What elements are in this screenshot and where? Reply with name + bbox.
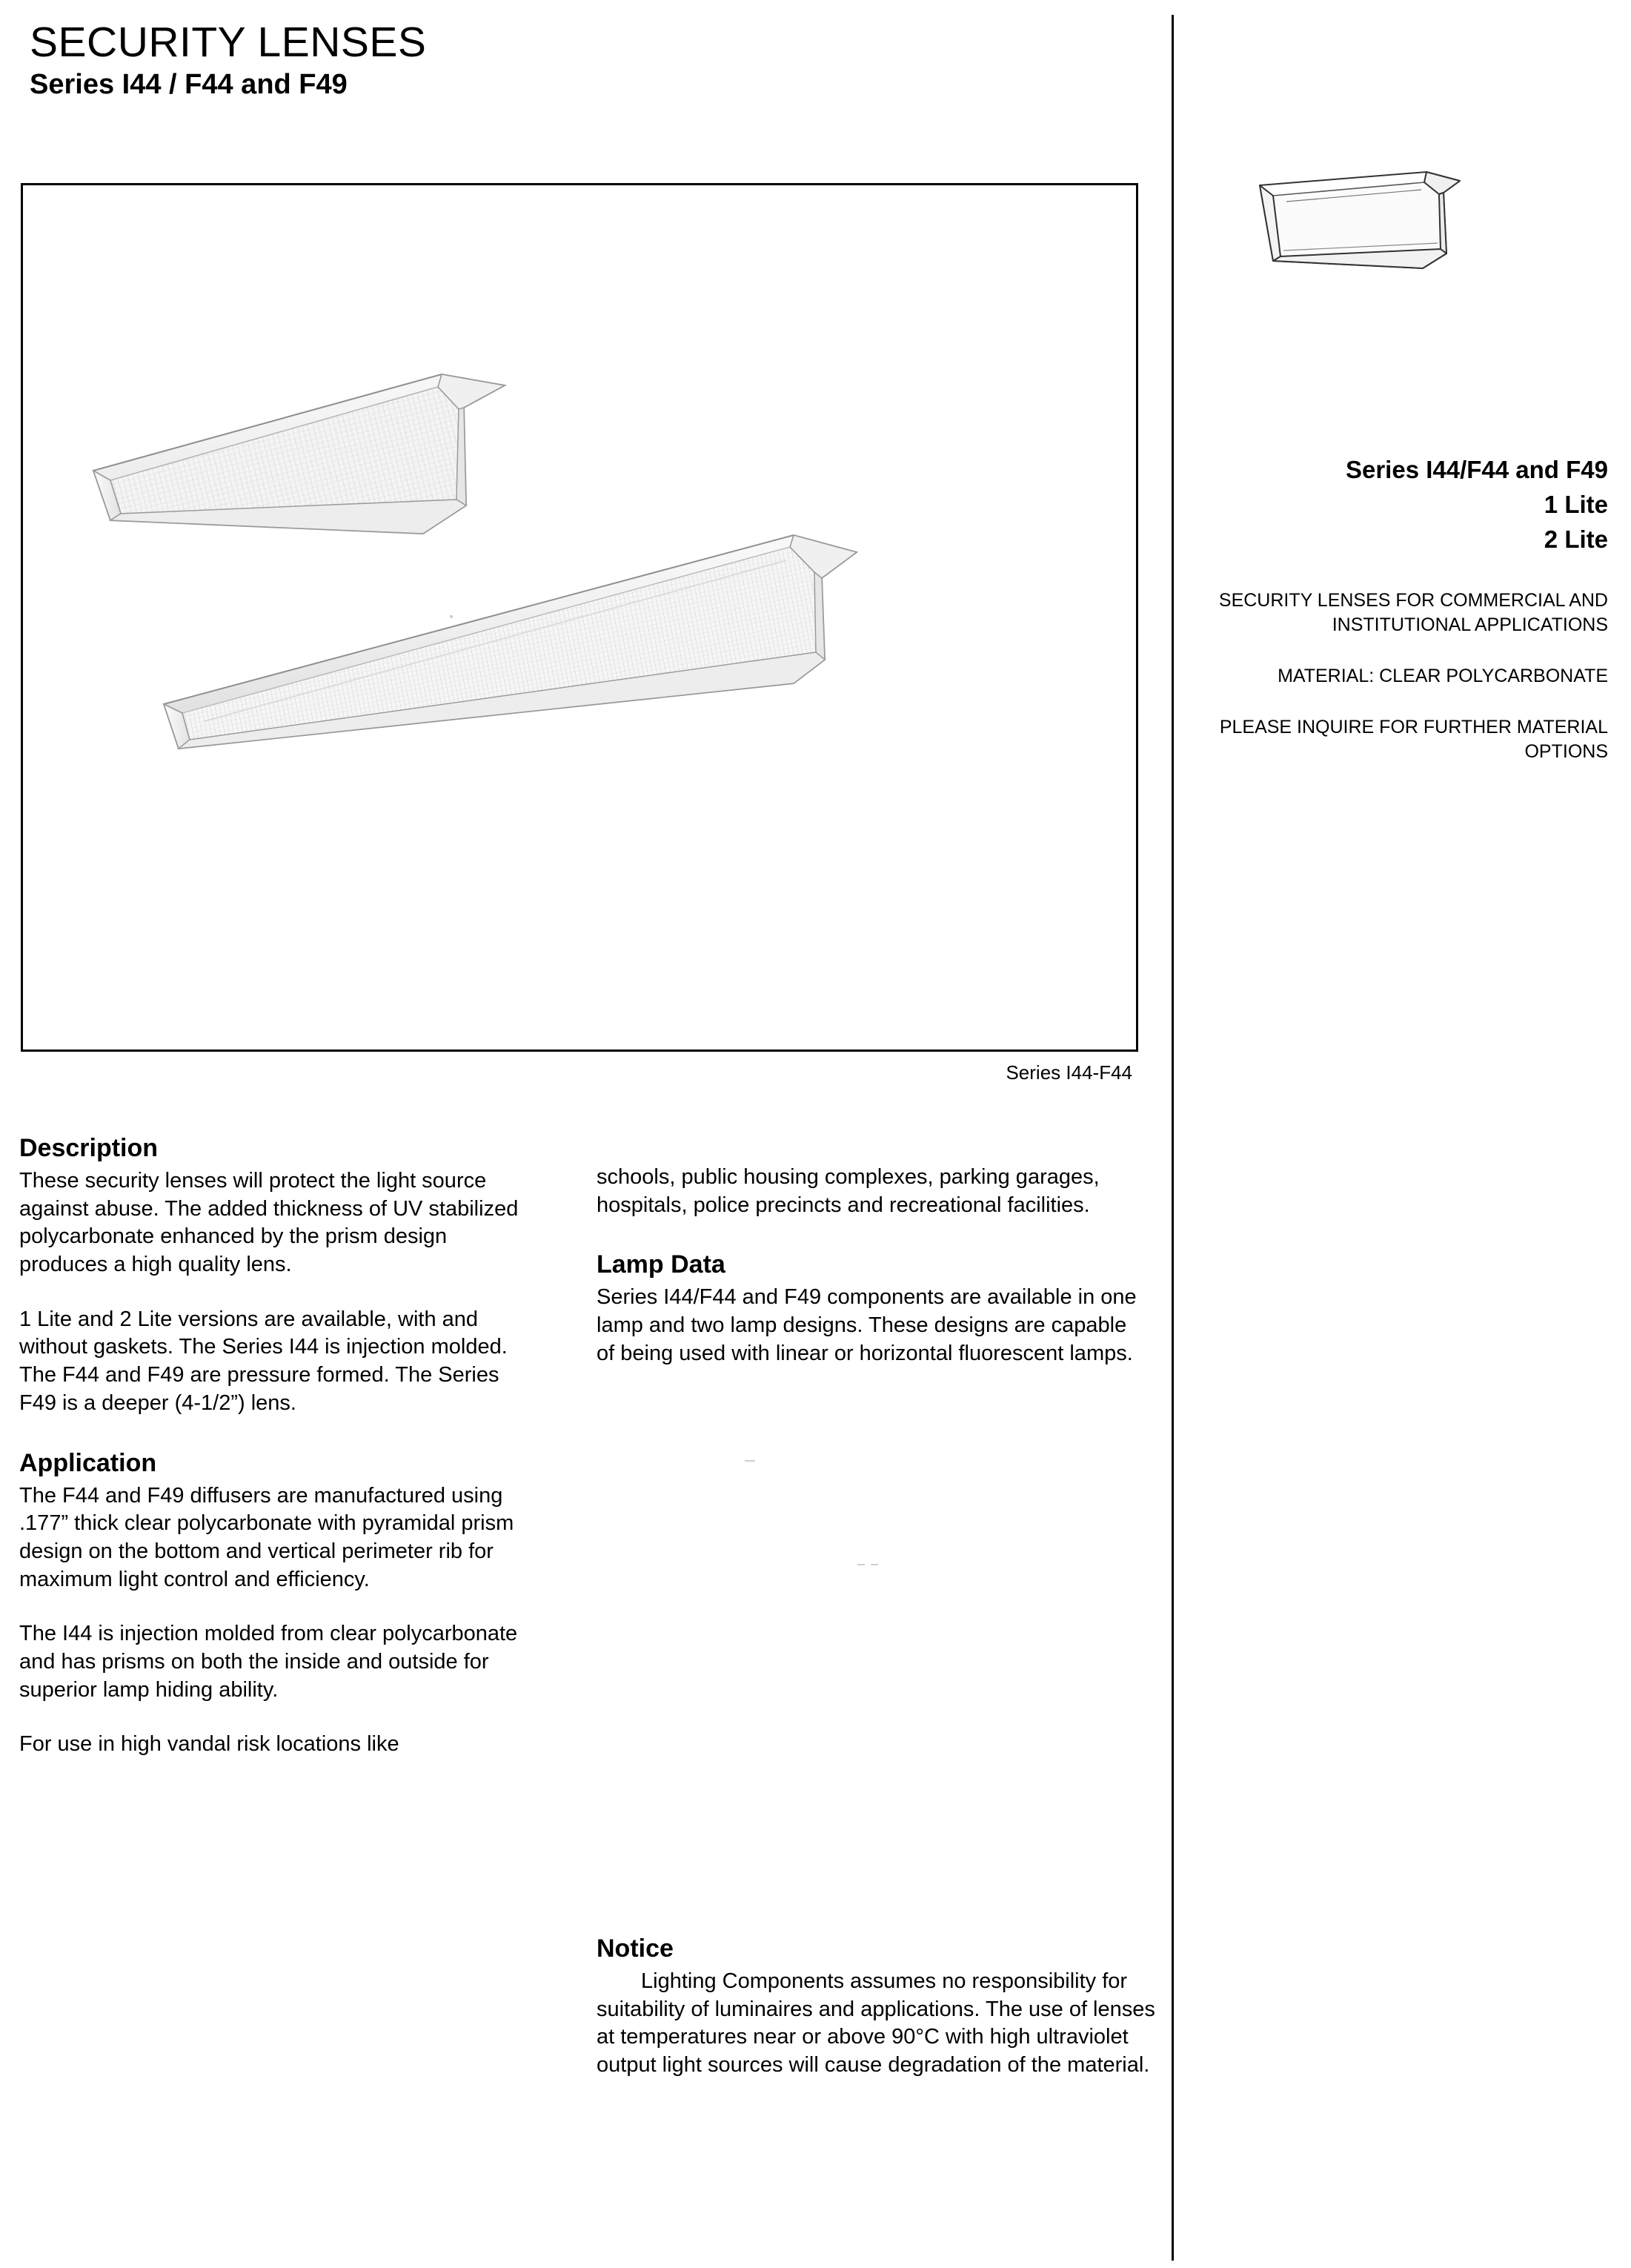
description-heading: Description (19, 1134, 159, 1162)
application-heading: Application (19, 1448, 157, 1477)
application-paragraph-2: The I44 is injection molded from clear polycarbonate and has prisms on both the inside and outside for superior lamp hiding ability. (19, 1622, 518, 1702)
product-photo-frame (21, 183, 1138, 1052)
upper-lens (93, 374, 505, 534)
right-application-note: SECURITY LENSES FOR COMMERCIAL AND INSTITUTIONAL APPLICATIONS (1218, 590, 1608, 636)
right-inquire: PLEASE INQUIRE FOR FURTHER MATERIAL OPTIONS (1219, 717, 1608, 763)
photo-speck (450, 615, 453, 618)
lens-line-drawing-wrap (1204, 222, 1608, 400)
right-series-heading: Series I44/F44 and F49 (1345, 456, 1608, 483)
product-photo-caption: Series I44-F44 (1006, 1061, 1132, 1084)
scan-artifact-1 (745, 1460, 755, 1462)
description-continuation: schools, public housing complexes, parking garages, hospitals, police precincts and recreational facilities. (597, 1165, 1100, 1217)
right-lite-2: 2 Lite (1544, 525, 1608, 554)
right-material: MATERIAL: CLEAR POLYCARBONATE (1278, 666, 1608, 687)
security-lens-photo (23, 185, 1136, 1050)
description-paragraph-2: 1 Lite and 2 Lite versions are available, with and without gaskets. The Series I44 is injection molded. The F44 and F49 are pressure formed. The Series F49 is a deeper (4-1/2”) lens. (19, 1307, 508, 1415)
page-subtitle: Series I44 / F44 and F49 (30, 68, 348, 100)
lens-line-drawing (1238, 163, 1608, 311)
lamp-data-paragraph: Series I44/F44 and F49 components are available in one lamp and two lamp designs. These designs are capable of being used with linear or horizontal fluorescent lamps. (597, 1285, 1137, 1365)
middle-body-column (597, 1164, 1145, 1367)
lower-lens (164, 535, 857, 749)
application-paragraph-1: The F44 and F49 diffusers are manufactured using .177” thick clear polycarbonate with pyramidal prism design on the bottom and vertical perimeter rib for maximum light control and efficiency. (19, 1483, 514, 1591)
vertical-divider (1172, 15, 1174, 2261)
application-paragraph-3: For use in high vandal risk locations like (19, 1732, 399, 1757)
right-lite-1: 1 Lite (1544, 490, 1608, 518)
notice-heading: Notice (597, 1934, 674, 1963)
notice-block (597, 1934, 1160, 2080)
notice-paragraph: Lighting Components assumes no responsibility for suitability of luminaires and applications. The use of lenses at temperatures near or above 90°C with high ultraviolet output light sources will cause degradation of the material. (597, 1969, 1155, 2078)
right-info-column (1204, 222, 1608, 764)
description-paragraph-1: These security lenses will protect the light source against abuse. The added thickness of UV stabilized polycarbonate enhanced by the prism design produces a high quality lens. (19, 1169, 519, 1277)
page-header (30, 21, 882, 101)
scan-artifact-3 (871, 1564, 878, 1565)
scan-artifact-2 (857, 1564, 865, 1565)
page-title: SECURITY LENSES (30, 19, 427, 66)
left-body-column (19, 1134, 538, 1759)
lamp-data-heading: Lamp Data (597, 1250, 725, 1279)
